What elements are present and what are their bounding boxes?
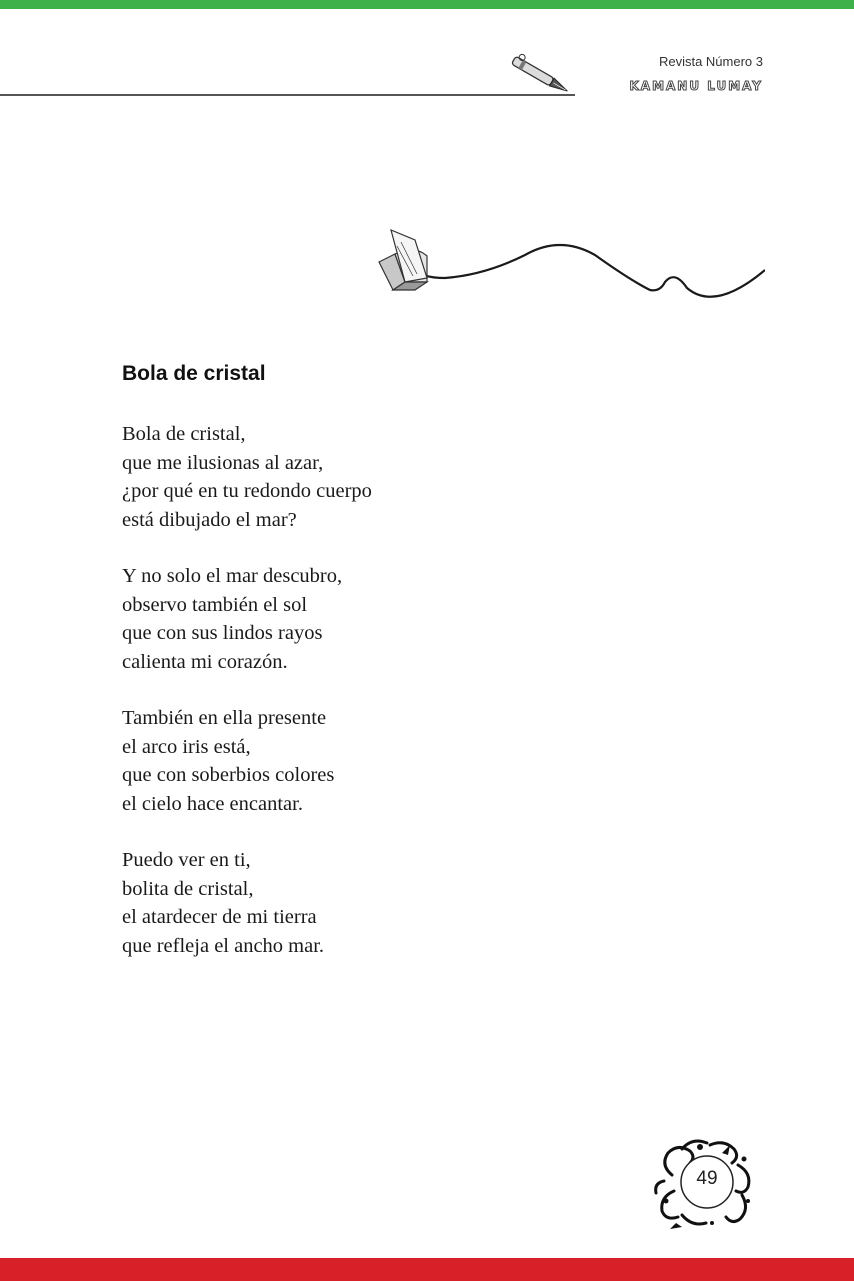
poem-line: Bola de cristal, — [122, 423, 246, 445]
magazine-name: KAMANU LUMAY — [629, 79, 763, 93]
page-number: 49 — [696, 1168, 718, 1189]
poem-line: que con soberbios colores — [122, 764, 335, 786]
stanza — [122, 846, 372, 960]
poem-title: Bola de cristal — [122, 362, 266, 385]
header-rule — [0, 94, 575, 96]
poem-line: Y no solo el mar descubro, — [122, 565, 343, 587]
poem-line: ¿por qué en tu redondo cuerpo — [122, 480, 372, 502]
open-book-icon — [375, 220, 765, 310]
poem-line: que refleja el ancho mar. — [122, 934, 325, 957]
poem-body — [122, 420, 372, 988]
poem-line: calienta mi corazón. — [122, 650, 288, 673]
poem-line: el cielo hace encantar. — [122, 792, 303, 815]
poem-line: el arco iris está, — [122, 735, 251, 758]
top-green-bar — [0, 0, 854, 9]
issue-label: Revista Número 3 — [658, 54, 763, 69]
poem-line: que con sus lindos rayos — [122, 622, 323, 644]
poem-line: Puedo ver en ti, — [122, 849, 251, 871]
stanza — [122, 562, 372, 676]
poem-line: También en ella presente — [122, 707, 327, 729]
stanza — [122, 420, 372, 534]
poem-line: el atardecer de mi tierra — [122, 906, 317, 928]
stanza — [122, 704, 372, 818]
bottom-red-bar — [0, 1258, 854, 1281]
poem-line: observo también el sol — [122, 593, 308, 616]
poem-line: está dibujado el mar? — [122, 508, 297, 531]
poem-line: que me ilusionas al azar, — [122, 451, 324, 474]
fountain-pen-icon — [505, 52, 580, 102]
poem-line: bolita de cristal, — [122, 877, 254, 900]
